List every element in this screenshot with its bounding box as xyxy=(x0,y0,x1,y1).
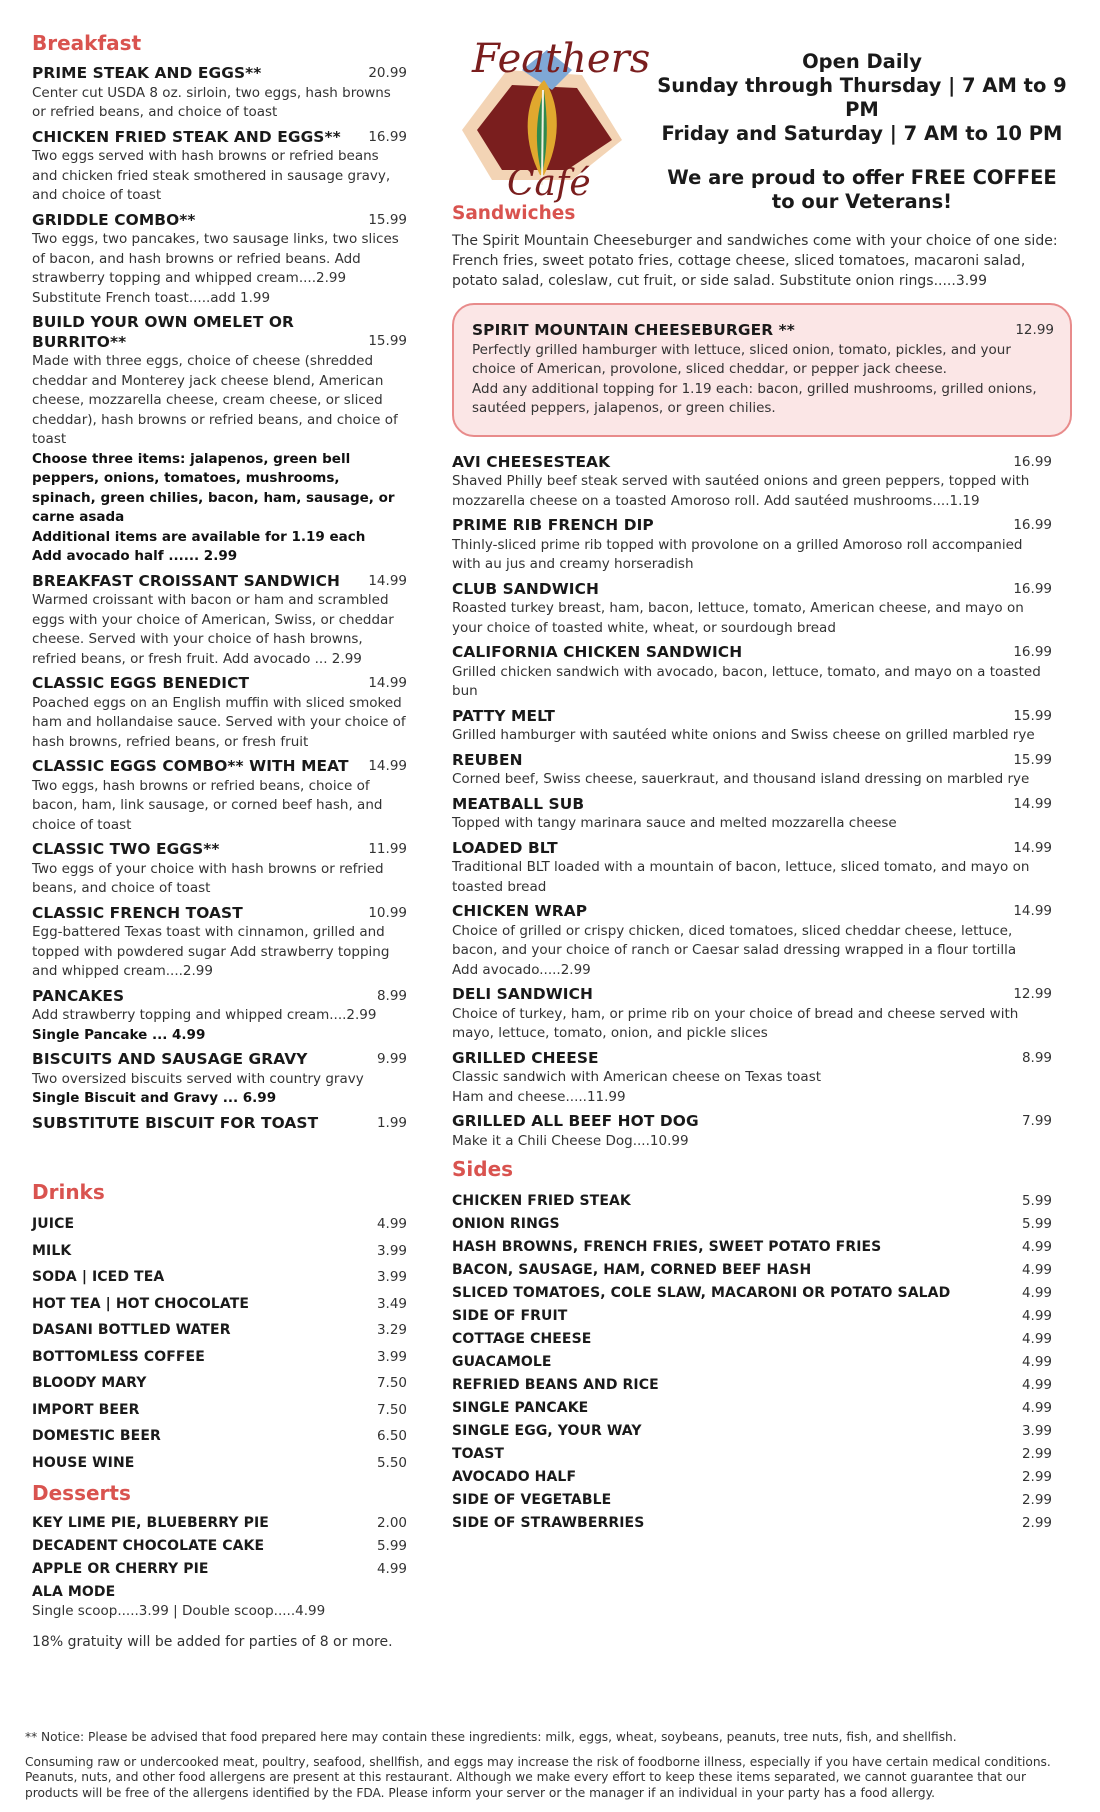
item-desc-extra: Substitute French toast.....add 1.99 xyxy=(32,289,271,306)
item-price: 3.99 xyxy=(1021,1423,1052,1439)
item-name: COTTAGE CHEESE xyxy=(452,1331,592,1347)
menu-item xyxy=(452,751,1052,790)
item-desc: Two eggs of your choice with hash browns or refried beans, and choice of toast xyxy=(32,860,384,896)
list-item xyxy=(32,1321,407,1340)
item-name: PATTY MELT xyxy=(452,706,556,725)
item-price: 2.00 xyxy=(376,1515,407,1531)
menu-item xyxy=(452,985,1052,1044)
menu-item xyxy=(32,987,407,1046)
sandwiches-intro: The Spirit Mountain Cheeseburger and sandwiches come with your choice of one side: French fries, sweet potato fries, cottage cheese, sliced tomatoes, macaroni salad, potato salad, coleslaw, cut fruit, or side salad. Substitute onion rings.....3.99 xyxy=(452,233,1058,289)
item-price: 5.99 xyxy=(376,1538,407,1554)
logo-text-feathers: Feathers xyxy=(472,36,651,82)
item-price: 9.99 xyxy=(376,1051,407,1067)
item-name: PRIME RIB FRENCH DIP xyxy=(452,516,654,534)
list-item xyxy=(452,1215,1052,1234)
list-item xyxy=(32,1514,407,1533)
item-price: 15.99 xyxy=(368,211,407,228)
item-price: 16.99 xyxy=(1013,644,1052,660)
item-price: 8.99 xyxy=(376,987,407,1004)
list-item xyxy=(452,1192,1052,1211)
sandwiches-heading: Sandwiches xyxy=(452,203,576,224)
sandwich-list xyxy=(452,453,1052,1152)
item-name: HOT TEA | HOT CHOCOLATE xyxy=(32,1295,250,1312)
item-price: 12.99 xyxy=(1015,322,1054,338)
list-item xyxy=(452,1491,1052,1510)
item-price: 2.99 xyxy=(1021,1515,1052,1531)
list-item xyxy=(32,1242,407,1261)
item-desc: Classic sandwich with American cheese on Texas toast xyxy=(452,1069,822,1085)
item-price: 7.50 xyxy=(376,1401,407,1418)
item-price: 3.99 xyxy=(376,1269,407,1285)
item-name: DOMESTIC BEER xyxy=(32,1428,161,1444)
list-item xyxy=(452,1376,1052,1395)
list-item xyxy=(452,1399,1052,1418)
item-price: 1.99 xyxy=(376,1114,407,1131)
item-price: 7.99 xyxy=(1021,1113,1052,1129)
item-price: 15.99 xyxy=(368,333,407,349)
item-name: SUBSTITUTE BISCUIT FOR TOAST xyxy=(32,1113,319,1132)
item-price: 3.99 xyxy=(376,1348,407,1365)
item-price: 12.99 xyxy=(1013,986,1052,1002)
list-item xyxy=(452,1307,1052,1326)
list-item xyxy=(452,1468,1052,1487)
item-price: 11.99 xyxy=(368,841,407,857)
menu-item xyxy=(452,902,1052,980)
item-price: 14.99 xyxy=(1013,795,1052,812)
item-desc: Choice of turkey, ham, or prime rib on your choice of bread and cheese served with mayo, lettuce, tomato, onion, and pickle slices xyxy=(452,1005,1019,1041)
menu-item xyxy=(452,453,1052,512)
item-name: BACON, SAUSAGE, HAM, CORNED BEEF HASH xyxy=(452,1262,812,1278)
item-name: CLUB SANDWICH xyxy=(452,579,599,598)
menu-item xyxy=(452,1049,1052,1108)
item-price: 14.99 xyxy=(1013,903,1052,919)
list-item xyxy=(452,1514,1052,1533)
item-name: GRIDDLE COMBO** xyxy=(32,210,196,229)
item-price: 2.99 xyxy=(1021,1492,1052,1508)
item-name: IMPORT BEER xyxy=(32,1401,140,1418)
item-price: 4.99 xyxy=(1021,1331,1052,1347)
list-item xyxy=(452,1238,1052,1257)
notice-text: ** Notice: Please be advised that food prepared here may contain these ingredients: milk, eggs, wheat, soybeans, peanuts, tree nuts, fish, and shellfish. xyxy=(25,1730,957,1744)
list-item xyxy=(32,1374,407,1393)
list-item xyxy=(32,1560,407,1579)
item-name: HASH BROWNS, FRENCH FRIES, SWEET POTATO FRIES xyxy=(452,1239,882,1255)
item-price: 14.99 xyxy=(1013,839,1052,856)
item-name: SIDE OF VEGETABLE xyxy=(452,1492,612,1508)
drinks-list xyxy=(32,1215,407,1473)
item-name: KEY LIME PIE, BLUEBERRY PIE xyxy=(32,1515,269,1531)
menu-item xyxy=(452,707,1052,746)
hours-line-2: Sunday through Thursday | 7 AM to 9 PM xyxy=(657,74,1067,121)
item-price: 16.99 xyxy=(368,128,407,145)
item-price: 15.99 xyxy=(1013,707,1052,724)
ala-mode-label: ALA MODE xyxy=(32,1584,116,1600)
item-name: BUILD YOUR OWN OMELET OR BURRITO** xyxy=(32,313,295,351)
right-column xyxy=(452,30,1072,1537)
item-desc: Egg-battered Texas toast with cinnamon, grilled and topped with powdered sugar Add strawberry topping and whipped cream....2.99 xyxy=(32,924,390,979)
item-name: DASANI BOTTLED WATER xyxy=(32,1322,231,1338)
item-desc: Two oversized biscuits served with country gravy xyxy=(32,1070,364,1087)
item-options: Single Pancake ... 4.99 xyxy=(32,1026,206,1043)
list-item xyxy=(32,1348,407,1367)
item-options: Choose three items: jalapenos, green bell peppers, onions, tomatoes, mushrooms, spinach, green chilies, bacon, ham, sausage, or carne asada xyxy=(32,450,395,525)
menu-item xyxy=(32,1050,407,1109)
item-price: 6.50 xyxy=(376,1428,407,1444)
hours-line-1: Open Daily xyxy=(802,50,922,73)
item-desc: Traditional BLT loaded with a mountain of bacon, lettuce, sliced tomato, and mayo on toasted bread xyxy=(452,859,1030,895)
item-name: TOAST xyxy=(452,1446,505,1462)
desserts-list xyxy=(32,1514,407,1622)
item-name: CLASSIC EGGS BENEDICT xyxy=(32,674,250,692)
list-item xyxy=(32,1427,407,1446)
item-price: 14.99 xyxy=(368,572,407,589)
item-name: SIDE OF FRUIT xyxy=(452,1308,568,1324)
ala-mode-desc: Single scoop.....3.99 | Double scoop.....4.99 xyxy=(32,1603,326,1619)
sides-heading: Sides xyxy=(452,1157,514,1181)
item-name: PANCAKES xyxy=(32,986,125,1005)
item-price: 3.29 xyxy=(376,1322,407,1338)
list-item xyxy=(32,1401,407,1420)
menu-item xyxy=(32,128,407,206)
list-item xyxy=(32,1454,407,1473)
item-name: APPLE OR CHERRY PIE xyxy=(32,1561,209,1577)
item-name: LOADED BLT xyxy=(452,838,558,857)
menu-item xyxy=(32,674,407,752)
item-desc: Two eggs served with hash browns or refried beans and chicken fried steak smothered in sausage gravy, and choice of toast xyxy=(32,148,391,203)
hours-block xyxy=(652,50,1072,214)
item-name: SLICED TOMATOES, COLE SLAW, MACARONI OR POTATO SALAD xyxy=(452,1285,951,1301)
item-name: CLASSIC FRENCH TOAST xyxy=(32,903,243,922)
item-name: CALIFORNIA CHICKEN SANDWICH xyxy=(452,643,743,661)
veterans-line-1: We are proud to offer FREE COFFEE xyxy=(667,166,1057,189)
item-desc: Add strawberry topping and whipped cream....2.99 xyxy=(32,1007,377,1023)
item-price: 4.99 xyxy=(376,1561,407,1577)
item-price: 4.99 xyxy=(1021,1354,1052,1370)
menu-item xyxy=(452,580,1052,639)
list-item xyxy=(452,1422,1052,1441)
menu-item xyxy=(452,516,1052,575)
item-price: 14.99 xyxy=(368,675,407,691)
item-name: DECADENT CHOCOLATE CAKE xyxy=(32,1538,265,1554)
item-name: CLASSIC TWO EGGS** xyxy=(32,840,220,858)
item-price: 10.99 xyxy=(368,904,407,921)
menu-item xyxy=(452,1112,1052,1151)
item-price: 4.99 xyxy=(1021,1308,1052,1324)
item-desc: Make it a Chili Cheese Dog....10.99 xyxy=(452,1132,689,1149)
item-name: CLASSIC EGGS COMBO** WITH MEAT xyxy=(32,757,349,775)
hours-line-3: Friday and Saturday | 7 AM to 10 PM xyxy=(661,122,1063,145)
item-price: 4.99 xyxy=(1021,1285,1052,1301)
item-desc: Topped with tangy marinara sauce and melted mozzarella cheese xyxy=(452,815,897,831)
item-name: BISCUITS AND SAUSAGE GRAVY xyxy=(32,1050,308,1068)
item-options-extra: Additional items are available for 1.19 each xyxy=(32,528,366,545)
breakfast-heading: Breakfast xyxy=(32,31,142,55)
list-item xyxy=(32,1537,407,1556)
item-desc: Roasted turkey breast, ham, bacon, lettuce, tomato, American cheese, and mayo on your choice of toasted white, wheat, or sourdough bread xyxy=(452,600,1024,636)
list-item xyxy=(452,1261,1052,1280)
item-desc: Made with three eggs, choice of cheese (shredded cheddar and Monterey jack cheese blend, American cheese, mozzarella cheese, cream cheese, or sliced cheddar), hash browns or refried beans, and choice of toast xyxy=(32,353,398,447)
menu-item xyxy=(452,795,1052,834)
left-column xyxy=(32,30,407,1652)
list-item xyxy=(32,1295,407,1314)
item-desc: Center cut USDA 8 oz. sirloin, two eggs, hash browns or refried beans, and choice of toast xyxy=(32,84,391,120)
list-item xyxy=(452,1330,1052,1349)
item-name: MEATBALL SUB xyxy=(452,794,585,813)
item-price: 16.99 xyxy=(1013,453,1052,470)
item-name: AVI CHEESESTEAK xyxy=(452,452,611,471)
item-name: AVOCADO HALF xyxy=(452,1469,577,1485)
item-name: CHICKEN FRIED STEAK AND EGGS** xyxy=(32,127,341,146)
item-desc: Two eggs, two pancakes, two sausage links, two slices of bacon, and hash browns or refried beans. Add strawberry topping and whipped cream....2.99 xyxy=(32,231,399,286)
item-name: SPIRIT MOUNTAIN CHEESEBURGER ** xyxy=(472,321,795,339)
menu-item xyxy=(32,211,407,309)
item-price: 5.99 xyxy=(1021,1216,1052,1232)
item-name: GRILLED CHEESE xyxy=(452,1048,599,1067)
item-price: 5.50 xyxy=(376,1454,407,1471)
item-desc: Perfectly grilled hamburger with lettuce, sliced onion, tomato, pickles, and your choice of American, provolone, sliced cheddar, or pepper jack cheese. xyxy=(472,341,1011,377)
list-item xyxy=(452,1353,1052,1372)
veterans-line-2: to our Veterans! xyxy=(771,190,953,213)
list-item xyxy=(452,1445,1052,1464)
item-name: GRILLED ALL BEEF HOT DOG xyxy=(452,1112,699,1130)
item-desc: Poached eggs on an English muffin with sliced smoked ham and hollandaise sauce. Served with your choice of hash browns, refried beans, or fresh fruit xyxy=(32,694,406,750)
item-name: CHICKEN FRIED STEAK xyxy=(452,1193,631,1209)
list-item xyxy=(32,1215,407,1234)
item-price: 16.99 xyxy=(1013,580,1052,597)
item-name: CHICKEN WRAP xyxy=(452,902,588,920)
menu-item xyxy=(452,839,1052,898)
item-name: PRIME STEAK AND EGGS** xyxy=(32,64,262,82)
item-price: 3.49 xyxy=(376,1295,407,1312)
item-price: 4.99 xyxy=(1021,1262,1052,1278)
menu-item xyxy=(32,313,407,567)
item-price: 16.99 xyxy=(1013,517,1052,533)
item-price: 8.99 xyxy=(1021,1049,1052,1066)
item-name: BREAKFAST CROISSANT SANDWICH xyxy=(32,571,340,590)
item-price: 15.99 xyxy=(1013,751,1052,768)
item-desc: Two eggs, hash browns or refried beans, choice of bacon, ham, link sausage, or corned beef hash, and choice of toast xyxy=(32,777,383,833)
drinks-heading: Drinks xyxy=(32,1180,105,1204)
menu-item xyxy=(32,840,407,899)
item-desc: Grilled hamburger with sautéed white onions and Swiss cheese on grilled marbled rye xyxy=(452,727,1035,743)
item-price: 5.99 xyxy=(1021,1193,1052,1209)
item-name: MILK xyxy=(32,1242,72,1259)
item-name: BLOODY MARY xyxy=(32,1375,147,1391)
gratuity-note: 18% gratuity will be added for parties of 8 or more. xyxy=(32,1633,393,1650)
menu-item xyxy=(32,757,407,835)
item-desc: Warmed croissant with bacon or ham and scrambled eggs with your choice of American, Swiss, or cheddar cheese. Served with your choice of hash browns, refried beans, or fresh fruit. Add avocado ... 2.99 xyxy=(32,592,394,667)
allergen-notice xyxy=(25,1730,1075,1810)
list-item xyxy=(32,1268,407,1287)
item-name: REUBEN xyxy=(452,750,523,769)
list-item xyxy=(452,1284,1052,1303)
item-desc: Choice of grilled or crispy chicken, diced tomatoes, sliced cheddar cheese, lettuce, bacon, and your choice of ranch or Caesar salad dressing wrapped in a flour tortilla xyxy=(452,922,1017,958)
item-price: 4.99 xyxy=(1021,1239,1052,1255)
item-desc-extra: Add avocado.....2.99 xyxy=(452,961,591,978)
item-name: ONION RINGS xyxy=(452,1216,560,1232)
item-name: JUICE xyxy=(32,1216,75,1232)
item-name: GUACAMOLE xyxy=(452,1354,552,1370)
cafe-logo xyxy=(452,30,651,205)
item-name: SIDE OF STRAWBERRIES xyxy=(452,1515,645,1531)
item-price: 20.99 xyxy=(368,65,407,81)
logo-text-cafe: Café xyxy=(507,163,591,204)
item-desc-extra: Ham and cheese.....11.99 xyxy=(452,1088,626,1105)
item-price: 14.99 xyxy=(368,758,407,774)
header xyxy=(452,30,1072,213)
menu-item xyxy=(452,643,1052,702)
item-price: 4.99 xyxy=(376,1216,407,1232)
item-price: 3.99 xyxy=(376,1242,407,1259)
item-desc: Shaved Philly beef steak served with sautéed onions and green peppers, topped with mozzarella cheese on a toasted Amoroso roll. Add sautéed mushrooms....1.19 xyxy=(452,473,1030,509)
item-name: REFRIED BEANS AND RICE xyxy=(452,1377,659,1393)
item-name: SINGLE EGG, YOUR WAY xyxy=(452,1423,642,1439)
sides-list xyxy=(452,1192,1052,1533)
item-price: 4.99 xyxy=(1021,1377,1052,1393)
menu-item xyxy=(32,1114,407,1134)
item-name: HOUSE WINE xyxy=(32,1454,135,1471)
disclaimer-text: Consuming raw or undercooked meat, poultry, seafood, shellfish, and eggs may increase the risk of foodborne illness, especially if you have certain medical conditions. Peanuts, nuts, and other food allergens are present at this restaurant. Although we make every effort to keep these items separated, we cannot guarantee that our products will be free of the allergens identified by the FDA. Please inform your server or the manager if an individual in your party has a food allergy. xyxy=(25,1754,1051,1800)
item-name: SINGLE PANCAKE xyxy=(452,1400,589,1416)
item-options: Single Biscuit and Gravy ... 6.99 xyxy=(32,1090,277,1106)
item-price: 2.99 xyxy=(1021,1469,1052,1485)
item-price: 4.99 xyxy=(1021,1400,1052,1416)
item-desc-extra: Add any additional topping for 1.19 each: bacon, grilled mushrooms, grilled onions, sautéed peppers, jalapenos, or green chilies. xyxy=(472,380,1037,416)
item-options-avocado: Add avocado half ...... 2.99 xyxy=(32,548,238,564)
item-name: DELI SANDWICH xyxy=(452,985,594,1003)
featured-item-box xyxy=(452,303,1072,437)
menu-item xyxy=(32,64,407,123)
item-price: 2.99 xyxy=(1021,1446,1052,1462)
item-desc: Grilled chicken sandwich with avocado, bacon, lettuce, tomato, and mayo on a toasted bun xyxy=(452,663,1041,699)
menu-item xyxy=(32,904,407,982)
item-price: 7.50 xyxy=(376,1375,407,1391)
item-name: BOTTOMLESS COFFEE xyxy=(32,1348,205,1365)
desserts-heading: Desserts xyxy=(32,1481,131,1505)
item-name: SODA | ICED TEA xyxy=(32,1269,165,1285)
menu-item xyxy=(32,572,407,670)
item-desc: Thinly-sliced prime rib topped with provolone on a grilled Amoroso roll accompanied with au jus and creamy horseradish xyxy=(452,536,1023,572)
item-desc: Corned beef, Swiss cheese, sauerkraut, and thousand island dressing on marbled rye xyxy=(452,771,1030,787)
